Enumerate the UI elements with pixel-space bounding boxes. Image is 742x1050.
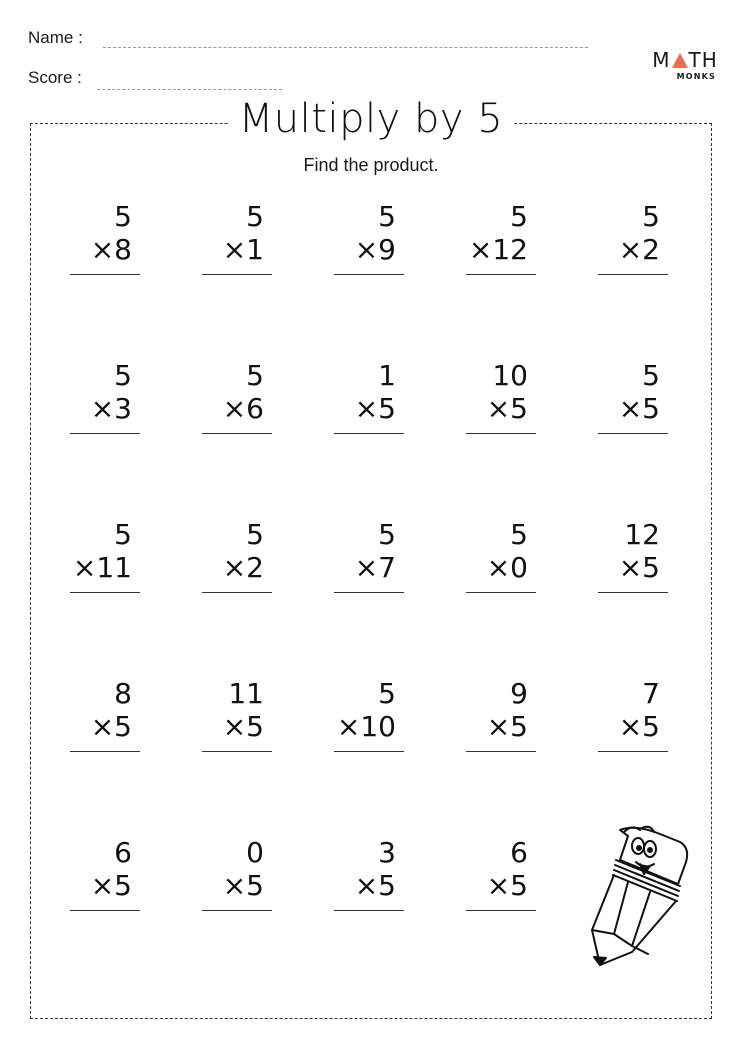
multiplier: ×5 [354, 392, 396, 425]
answer-line[interactable] [70, 274, 140, 275]
multiplicand: 6 [510, 836, 528, 869]
answer-line[interactable] [334, 751, 404, 752]
multiplicand: 5 [378, 518, 396, 551]
problem [598, 200, 668, 275]
problem [202, 518, 272, 593]
answer-line[interactable] [334, 274, 404, 275]
answer-line[interactable] [70, 910, 140, 911]
multiplicand: 3 [378, 836, 396, 869]
multiplicand: 0 [246, 836, 264, 869]
multiplier: ×9 [354, 233, 396, 266]
multiplier: ×5 [354, 869, 396, 902]
multiplier: ×5 [618, 551, 660, 584]
problem [466, 677, 536, 752]
multiplier: ×5 [486, 392, 528, 425]
multiplicand: 5 [246, 359, 264, 392]
problem [70, 677, 140, 752]
multiplier: ×7 [354, 551, 396, 584]
problem [466, 200, 536, 275]
multiplicand: 5 [246, 518, 264, 551]
multiplicand: 10 [492, 359, 528, 392]
answer-line[interactable] [202, 592, 272, 593]
name-field[interactable] [103, 47, 588, 48]
answer-line[interactable] [598, 274, 668, 275]
multiplier: ×5 [90, 869, 132, 902]
multiplier: ×5 [618, 710, 660, 743]
answer-line[interactable] [202, 910, 272, 911]
logo-text-m: M [652, 48, 671, 72]
multiplicand: 5 [114, 200, 132, 233]
multiplicand: 5 [642, 359, 660, 392]
multiplicand: 5 [510, 518, 528, 551]
multiplier: ×5 [222, 710, 264, 743]
multiplicand: 5 [378, 677, 396, 710]
multiplier: ×1 [222, 233, 264, 266]
name-label: Name : [28, 28, 83, 47]
answer-line[interactable] [70, 592, 140, 593]
multiplier: ×5 [90, 710, 132, 743]
problem [598, 359, 668, 434]
pencil-mascot-icon [580, 822, 690, 967]
answer-line[interactable] [598, 592, 668, 593]
problem [70, 200, 140, 275]
score-label: Score : [28, 68, 82, 87]
problem [334, 836, 404, 911]
problem [334, 359, 404, 434]
multiplicand: 1 [378, 359, 396, 392]
multiplicand: 5 [378, 200, 396, 233]
math-monks-logo [650, 50, 720, 81]
answer-line[interactable] [598, 433, 668, 434]
answer-line[interactable] [70, 751, 140, 752]
multiplicand: 5 [114, 518, 132, 551]
multiplier: ×10 [336, 710, 396, 743]
title-text: Multiply by 5 [229, 96, 513, 142]
problem-row [70, 359, 700, 439]
answer-line[interactable] [466, 910, 536, 911]
problem [70, 836, 140, 911]
instruction-text: Find the product. [303, 155, 439, 175]
logo-subtext: MONKS [676, 72, 716, 81]
problem-row [70, 518, 700, 598]
multiplier: ×5 [486, 869, 528, 902]
multiplicand: 5 [246, 200, 264, 233]
answer-line[interactable] [70, 433, 140, 434]
problem [334, 200, 404, 275]
multiplicand: 7 [642, 677, 660, 710]
triangle-icon [672, 53, 688, 68]
multiplier: ×12 [468, 233, 528, 266]
multiplier: ×3 [90, 392, 132, 425]
multiplier: ×2 [222, 551, 264, 584]
answer-line[interactable] [466, 433, 536, 434]
answer-line[interactable] [334, 592, 404, 593]
problem [70, 518, 140, 593]
answer-line[interactable] [202, 433, 272, 434]
score-field[interactable] [97, 89, 282, 90]
answer-line[interactable] [334, 910, 404, 911]
logo-text-th: TH [688, 48, 718, 72]
problem-row [70, 200, 700, 280]
problem [466, 359, 536, 434]
multiplier: ×6 [222, 392, 264, 425]
answer-line[interactable] [598, 751, 668, 752]
problem [202, 200, 272, 275]
multiplicand: 5 [114, 359, 132, 392]
problem [202, 677, 272, 752]
answer-line[interactable] [466, 274, 536, 275]
problem [70, 359, 140, 434]
problem-row [70, 677, 700, 757]
multiplicand: 8 [114, 677, 132, 710]
multiplier: ×8 [90, 233, 132, 266]
problem [334, 518, 404, 593]
multiplicand: 11 [228, 677, 264, 710]
problem [598, 518, 668, 593]
answer-line[interactable] [202, 751, 272, 752]
multiplicand: 12 [624, 518, 660, 551]
multiplicand: 9 [510, 677, 528, 710]
multiplier: ×5 [486, 710, 528, 743]
multiplicand: 6 [114, 836, 132, 869]
answer-line[interactable] [334, 433, 404, 434]
problem [598, 677, 668, 752]
answer-line[interactable] [466, 751, 536, 752]
problem [466, 518, 536, 593]
multiplier: ×11 [72, 551, 132, 584]
problem [202, 836, 272, 911]
worksheet-title [0, 96, 742, 142]
multiplier: ×5 [222, 869, 264, 902]
problem [202, 359, 272, 434]
multiplier: ×2 [618, 233, 660, 266]
answer-line[interactable] [202, 274, 272, 275]
multiplicand: 5 [510, 200, 528, 233]
multiplier: ×0 [486, 551, 528, 584]
problem [466, 836, 536, 911]
multiplicand: 5 [642, 200, 660, 233]
multiplier: ×5 [618, 392, 660, 425]
answer-line[interactable] [466, 592, 536, 593]
problem [334, 677, 404, 752]
